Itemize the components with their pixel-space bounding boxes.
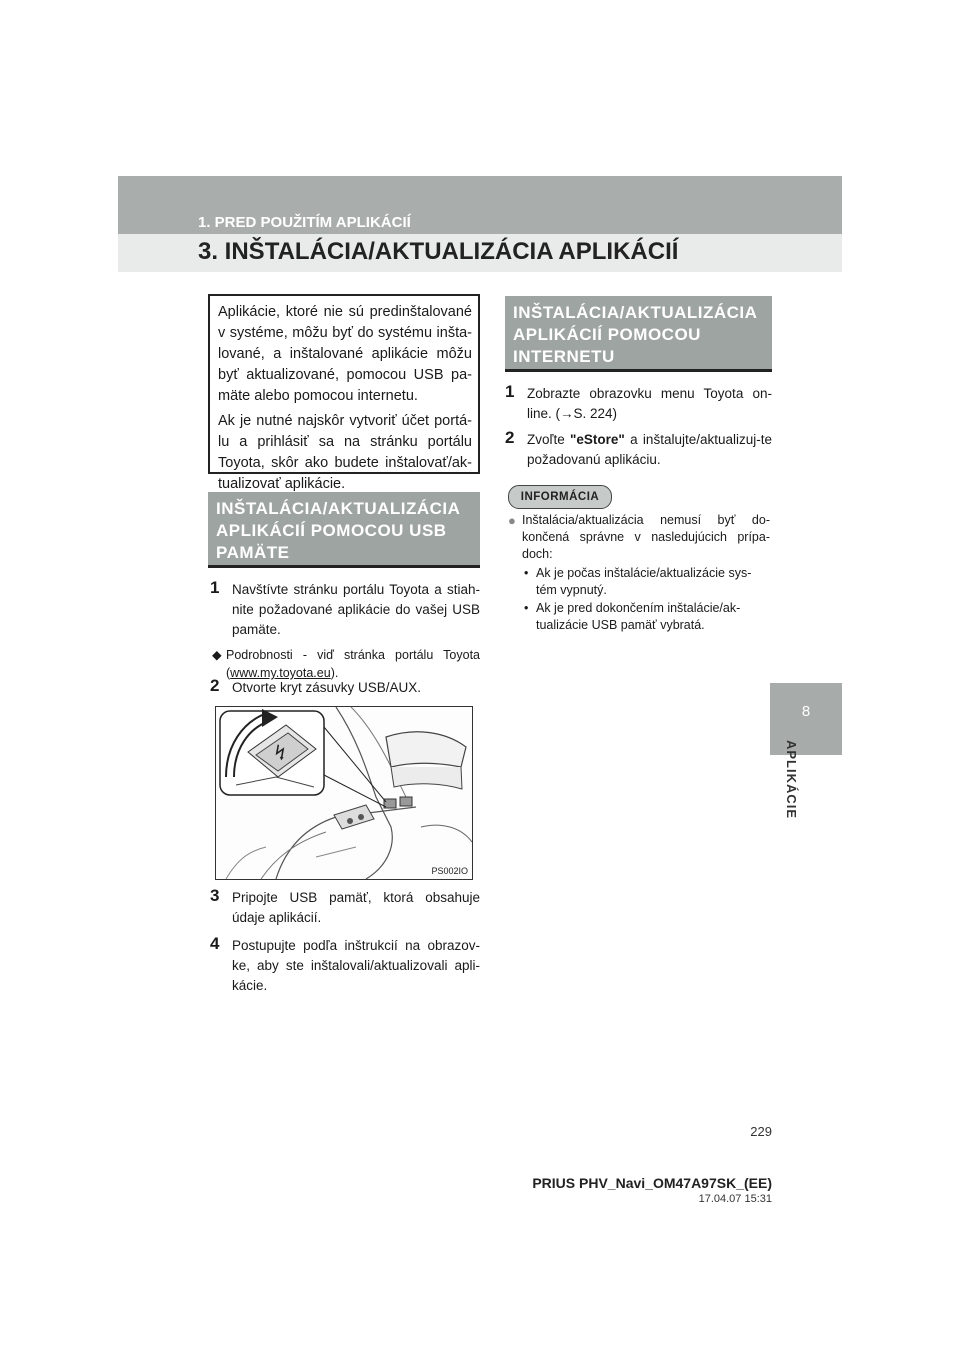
- svg-text:⭍: ⭍: [269, 740, 292, 764]
- intro-box: [208, 294, 480, 492]
- step-text-post: a inštalujte/aktualizuj-te požadovanú aplikáciu.: [527, 432, 772, 467]
- internet-section-heading: INŠTALÁCIA/AKTUALIZÁCIA APLIKÁCIÍ POMOCOU INTERNETU: [505, 296, 772, 372]
- usb-section-heading: INŠTALÁCIA/AKTUALIZÁCIA APLIKÁCIÍ POMOCOU USB PAMÄTE: [208, 492, 480, 568]
- estore-label: "eStore": [570, 432, 625, 447]
- step-text: Navštívte stránku portálu Toyota a stiah-nite požadované aplikácie do vašej USB pamäte.: [232, 582, 480, 637]
- step-text: Otvorte kryt zásuvky USB/AUX.: [232, 680, 422, 695]
- note-text-pre: Podrobnosti - viď stránka portálu Toyota (: [226, 648, 480, 680]
- step-text-pre: Zvoľte: [527, 432, 570, 447]
- page-number: 229: [750, 1124, 772, 1139]
- step-number: 1: [505, 382, 515, 401]
- step-number: 2: [210, 676, 220, 695]
- info-badge: INFORMÁCIA: [508, 485, 612, 509]
- internet-step-2: [505, 430, 772, 470]
- print-timestamp: 17.04.07 15:31: [698, 1193, 772, 1205]
- toyota-portal-link[interactable]: www.my.toyota.eu: [230, 666, 331, 680]
- usb-cover-illustration: [215, 706, 473, 880]
- bullet-icon: ◆: [212, 648, 222, 662]
- usb-step-2: [210, 678, 480, 698]
- usb-step-3: [210, 888, 480, 928]
- intro-paragraph-2: Ak je nutné najskôr vytvoriť účet portá-lu a prihlásiť sa na stránku portálu Toyota, skôr ako budete inštalovať/ak-tualizovať aplikácie.: [218, 413, 472, 492]
- chapter-label: APLIKÁCIE: [784, 740, 799, 820]
- internet-step-1: [505, 384, 772, 424]
- info-text: Inštalácia/aktualizácia nemusí byť do-končená správne v nasledujúcich prípa-doch:: [522, 513, 770, 561]
- usb-step-4: [210, 936, 480, 996]
- step-number: 4: [210, 934, 220, 953]
- step-text: Pripojte USB pamäť, ktorá obsahuje údaje aplikácií.: [232, 890, 480, 925]
- step-number: 3: [210, 886, 220, 905]
- chapter-header: [118, 176, 842, 272]
- page-title: 3. INŠTALÁCIA/AKTUALIZÁCIA APLIKÁCIÍ: [198, 238, 679, 265]
- illustration-code: PS002IO: [431, 866, 468, 876]
- chapter-number: 8: [801, 703, 811, 720]
- info-subtext: Ak je počas inštalácie/aktualizácie sys-tém vypnutý.: [536, 566, 752, 597]
- info-subtext: Ak je pred dokončením inštalácie/ak-tualizácie USB pamäť vybratá.: [536, 601, 741, 632]
- bullet-dot-icon: •: [524, 566, 529, 580]
- step-number: 1: [210, 578, 220, 597]
- console-illustration: [216, 707, 472, 879]
- document-id: PRIUS PHV_Navi_OM47A97SK_(EE): [532, 1175, 772, 1191]
- step-text: Zobrazte obrazovku menu Toyota on-line. (→S. 224): [527, 386, 772, 421]
- section-title: 1. PRED POUŽITÍM APLIKÁCIÍ: [198, 214, 411, 231]
- step-number: 2: [505, 428, 515, 447]
- bullet-dot-icon: •: [524, 601, 529, 615]
- usb-step-1: [210, 580, 480, 640]
- bullet-circle-icon: ●: [508, 513, 516, 528]
- info-item: [508, 512, 770, 563]
- step-text: Postupujte podľa inštrukcií na obrazov-ke, aby ste inštalovali/aktualizovali apli-kácie.: [232, 938, 480, 993]
- intro-paragraph-1: Aplikácie, ktoré nie sú predinštalované v systéme, môžu byť do systému inšta-lované, a inštalované aplikácie môžu byť aktualizované, pomocou USB pa-mäte alebo pomocou internetu.: [218, 304, 472, 404]
- info-subitem-2: [522, 600, 770, 634]
- usb-note: [210, 646, 480, 682]
- note-text-post: ).: [330, 666, 339, 680]
- info-subitem-1: [522, 565, 770, 599]
- chapter-tab: [770, 683, 842, 755]
